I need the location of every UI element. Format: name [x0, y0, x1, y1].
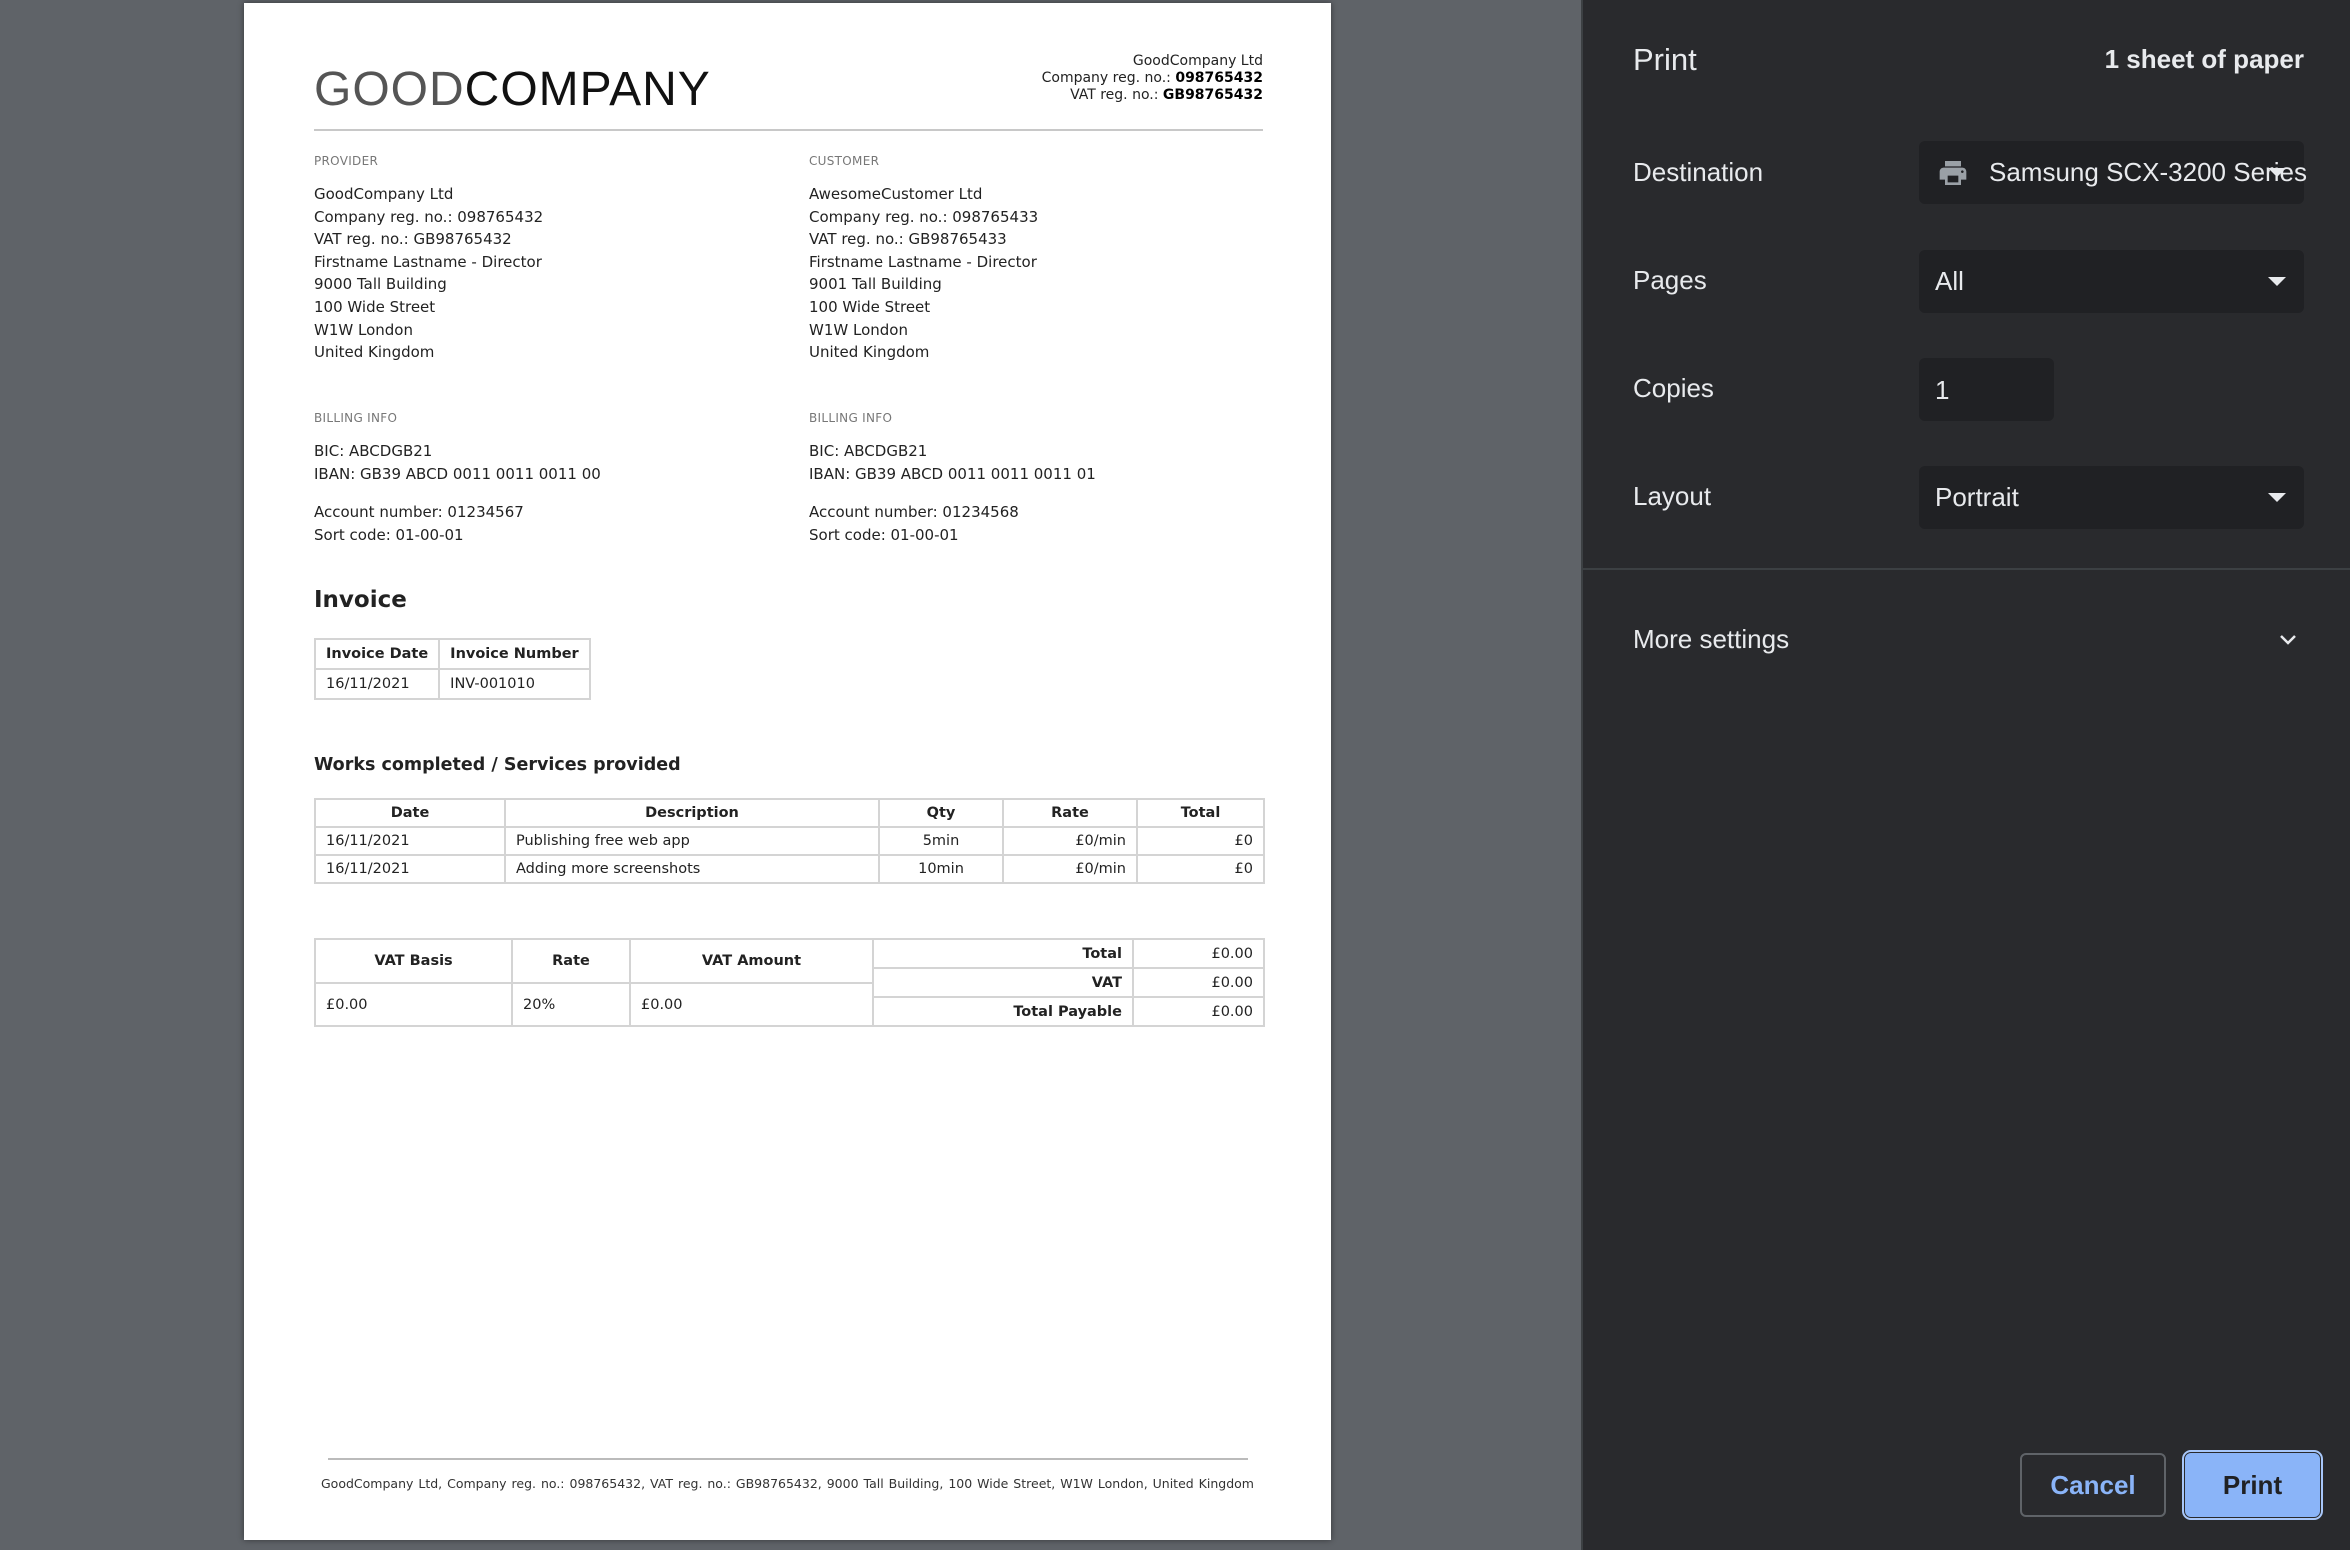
printer-icon	[1935, 157, 1971, 189]
pages-label: Pages	[1633, 265, 1707, 295]
logo-light-text: GOOD	[314, 63, 465, 116]
totals-value: £0.00	[1133, 939, 1264, 968]
chevron-down-icon[interactable]	[2278, 630, 2298, 650]
table-cell: £0/min	[1003, 855, 1137, 883]
more-settings-toggle[interactable]: More settings	[1633, 624, 1790, 654]
dropdown-arrow-icon	[2268, 168, 2286, 177]
customer-line: AwesomeCustomer Ltd	[809, 185, 983, 203]
table-cell: £0	[1137, 855, 1264, 883]
company-logo	[314, 61, 711, 117]
table-cell: 16/11/2021	[315, 855, 505, 883]
layout-label: Layout	[1633, 481, 1712, 511]
copies-label: Copies	[1633, 373, 1714, 403]
page-footer: GoodCompany Ltd, Company reg. no.: 098765432, VAT reg. no.: GB98765432, 9000 Tall Building, 100 Wide Street, W1W London, United Kingdom	[321, 1476, 1254, 1491]
provider-caption: PROVIDER	[314, 154, 379, 168]
table-header-cell: Invoice Date	[315, 639, 439, 669]
customer-line: 9001 Tall Building	[809, 275, 942, 294]
header-reg-label: Company reg. no.:	[1041, 70, 1176, 86]
table-cell: 5min	[879, 827, 1003, 855]
table-row	[315, 939, 1264, 968]
provider-line: 9000 Tall Building	[314, 275, 447, 294]
totals-value: £0.00	[1133, 968, 1264, 997]
table-cell: £0	[1137, 827, 1264, 855]
provider-billing-caption: BILLING INFO	[314, 411, 398, 425]
dropdown-arrow-icon	[2268, 277, 2286, 286]
totals-label: Total	[873, 939, 1133, 968]
provider-billing-block	[314, 410, 774, 546]
customer-billing-block	[809, 410, 1269, 546]
header-company-info	[1042, 53, 1263, 104]
preview-page	[244, 3, 1331, 1540]
header-vat-line	[1042, 87, 1263, 104]
header-reg-line	[1042, 70, 1263, 87]
customer-line: W1W London	[809, 320, 908, 339]
print-button[interactable]: Print	[2185, 1453, 2320, 1517]
customer-line: VAT reg. no.: GB98765433	[809, 230, 1007, 249]
provider-line: Company reg. no.: 098765432	[314, 207, 544, 226]
provider-line: W1W London	[314, 320, 413, 339]
table-cell: 10min	[879, 855, 1003, 883]
table-header-cell: VAT Basis	[315, 939, 512, 983]
table-header-cell: VAT Amount	[630, 939, 873, 983]
provider-line: VAT reg. no.: GB98765432	[314, 230, 512, 249]
table-row	[315, 669, 590, 699]
destination-select[interactable]	[1919, 141, 2307, 204]
header-vat-value: GB98765432	[1162, 87, 1263, 103]
customer-line: United Kingdom	[809, 343, 930, 362]
provider-sort-code: Sort code: 01-00-01	[314, 525, 464, 544]
table-cell: £0.00	[315, 983, 512, 1026]
customer-line: Firstname Lastname - Director	[809, 252, 1037, 271]
totals-value: £0.00	[1133, 997, 1264, 1026]
works-table	[314, 798, 1265, 884]
customer-caption: CUSTOMER	[809, 154, 880, 168]
table-cell: Publishing free web app	[505, 827, 879, 855]
table-cell: Adding more screenshots	[505, 855, 879, 883]
provider-block	[314, 153, 774, 364]
table-header-cell: Qty	[879, 799, 1003, 827]
print-title: Print	[1633, 42, 1697, 77]
table-header-cell: Date	[315, 799, 505, 827]
provider-line: Firstname Lastname - Director	[314, 252, 542, 271]
customer-line: 100 Wide Street	[809, 297, 931, 316]
totals-label: Total Payable	[873, 997, 1133, 1026]
footer-divider	[328, 1458, 1248, 1460]
provider-line: 100 Wide Street	[314, 297, 436, 316]
table-row	[315, 855, 1264, 883]
destination-label: Destination	[1633, 157, 1764, 187]
table-header-cell: Invoice Number	[439, 639, 590, 669]
header-company-name: GoodCompany Ltd	[1132, 53, 1263, 69]
table-cell: £0/min	[1003, 827, 1137, 855]
print-settings-panel	[1581, 0, 2350, 1550]
customer-billing-caption: BILLING INFO	[809, 411, 893, 425]
provider-line: GoodCompany Ltd	[314, 185, 454, 203]
destination-value: Samsung SCX-3200 Series	[1989, 157, 2307, 187]
cancel-button[interactable]: Cancel	[2020, 1453, 2166, 1517]
table-cell: 16/11/2021	[315, 669, 439, 699]
table-cell: 20%	[512, 983, 630, 1026]
copies-input[interactable]: 1	[1919, 358, 2054, 421]
totals-label: VAT	[873, 968, 1133, 997]
settings-divider	[1583, 568, 2350, 570]
table-row	[315, 827, 1264, 855]
header-vat-label: VAT reg. no.:	[1070, 87, 1163, 103]
customer-sort-code: Sort code: 01-00-01	[809, 525, 959, 544]
sheet-count: 1 sheet of paper	[2104, 44, 2304, 74]
customer-line: Company reg. no.: 098765433	[809, 207, 1039, 226]
pages-value: All	[1935, 266, 1964, 296]
table-cell: INV-001010	[439, 669, 590, 699]
customer-account: Account number: 01234568	[809, 503, 1019, 522]
header-divider	[314, 129, 1263, 131]
provider-line: United Kingdom	[314, 343, 435, 362]
provider-iban: IBAN: GB39 ABCD 0011 0011 0011 00	[314, 464, 601, 483]
invoice-title: Invoice	[314, 587, 407, 613]
table-cell: £0.00	[630, 983, 873, 1026]
vat-summary-table	[314, 938, 1265, 1027]
invoice-info-table	[314, 638, 591, 700]
works-title: Works completed / Services provided	[314, 755, 681, 775]
table-cell: 16/11/2021	[315, 827, 505, 855]
customer-iban: IBAN: GB39 ABCD 0011 0011 0011 01	[809, 464, 1096, 483]
logo-bold-text: COMPANY	[464, 63, 711, 116]
table-header-row	[315, 639, 590, 669]
table-header-cell: Rate	[512, 939, 630, 983]
customer-bic: BIC: ABCDGB21	[809, 442, 928, 460]
header-reg-value: 098765432	[1175, 70, 1263, 86]
table-header-cell: Total	[1137, 799, 1264, 827]
table-header-cell: Description	[505, 799, 879, 827]
layout-select[interactable]	[1919, 466, 2304, 529]
table-header-row	[315, 799, 1264, 827]
layout-value: Portrait	[1935, 482, 2019, 512]
dropdown-arrow-icon	[2268, 493, 2286, 502]
provider-account: Account number: 01234567	[314, 503, 524, 522]
pages-select[interactable]	[1919, 250, 2304, 313]
customer-block	[809, 153, 1269, 364]
table-header-cell: Rate	[1003, 799, 1137, 827]
provider-bic: BIC: ABCDGB21	[314, 442, 433, 460]
